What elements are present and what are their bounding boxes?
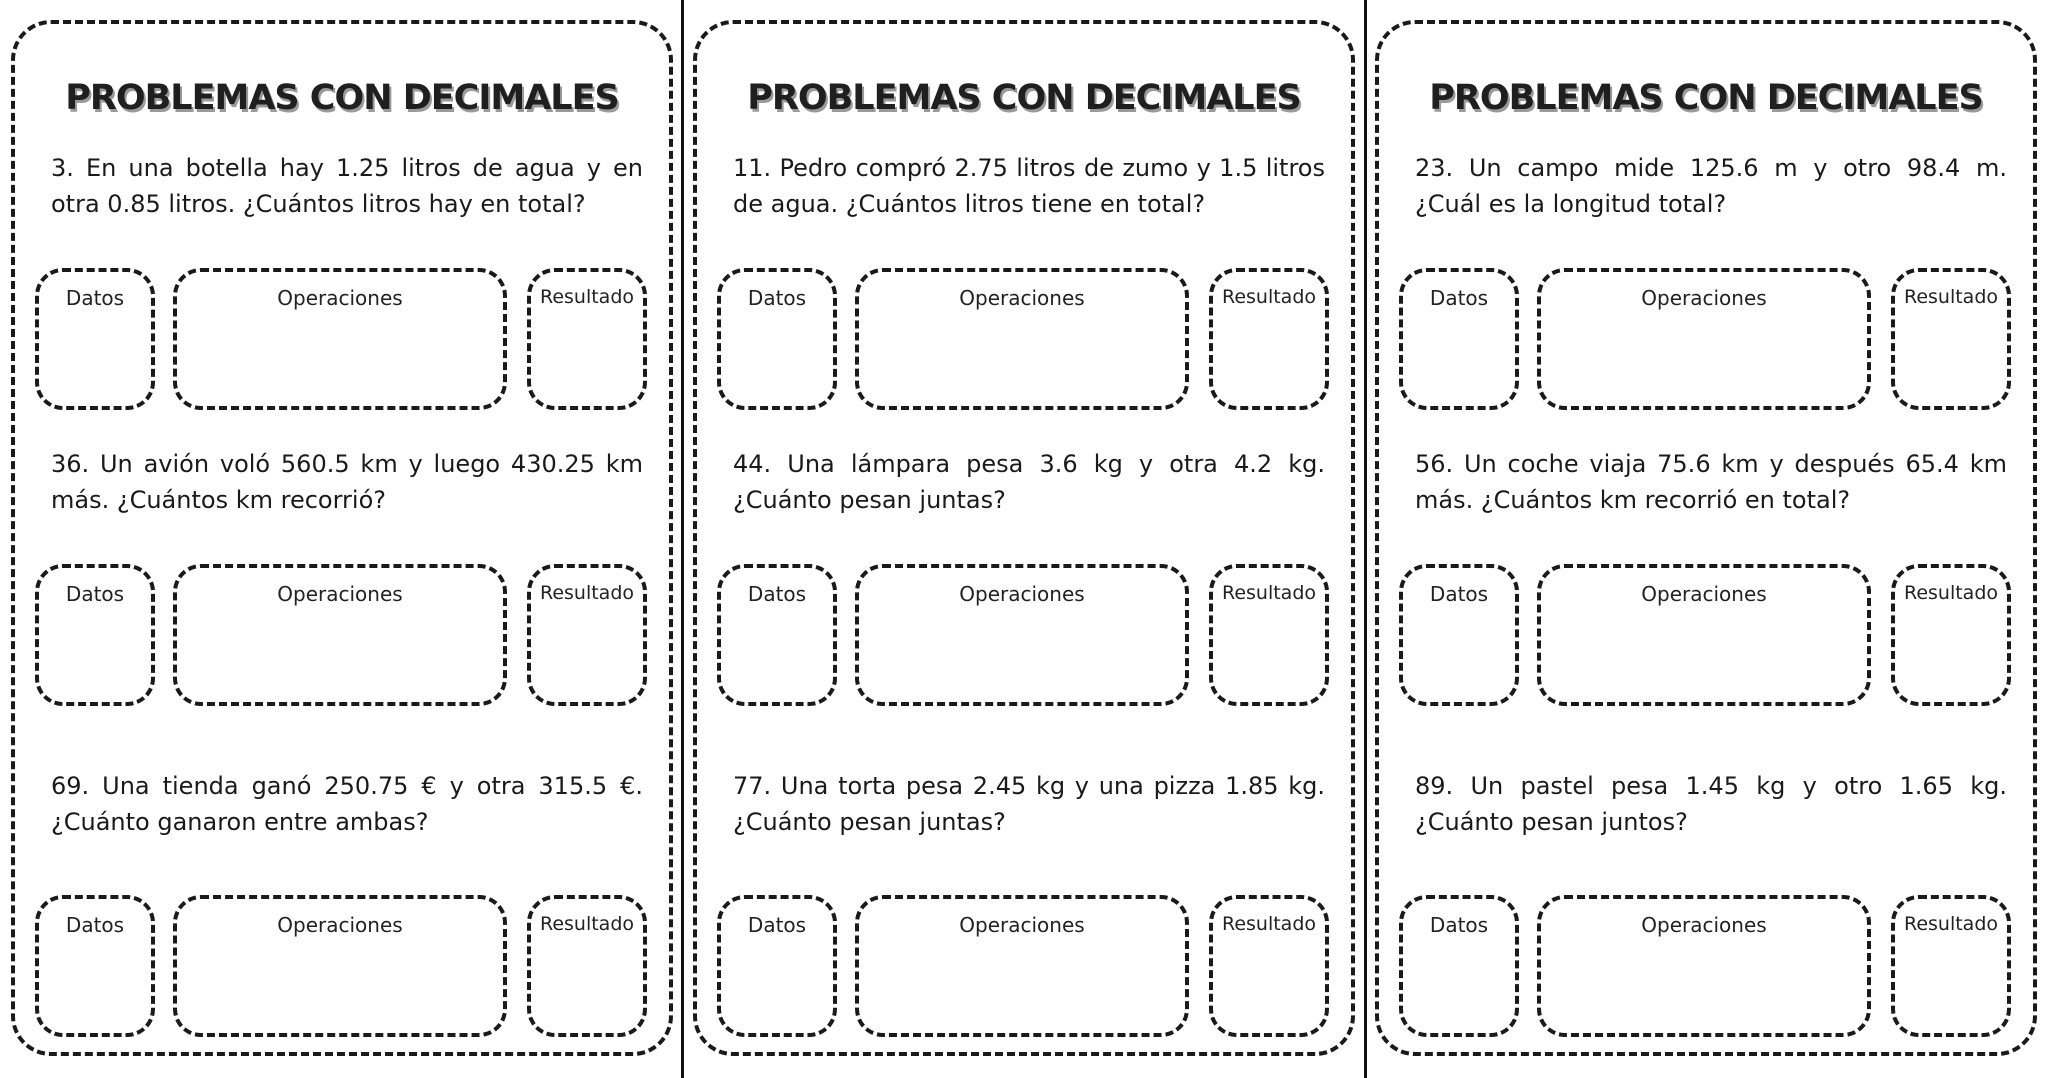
operaciones-label: Operaciones (277, 913, 403, 937)
resultado-box[interactable] (1209, 895, 1329, 1037)
operaciones-label: Operaciones (959, 582, 1085, 606)
resultado-label: Resultado (1221, 913, 1317, 935)
resultado-label: Resultado (1221, 286, 1317, 308)
divider-line (1364, 0, 1367, 1078)
resultado-label: Resultado (539, 582, 635, 604)
operaciones-label: Operaciones (959, 913, 1085, 937)
problem-text: 77. Una torta pesa 2.45 kg y una pizza 1.85 kg. ¿Cuánto pesan juntas? (733, 772, 1325, 836)
worksheet-card (693, 20, 1355, 1056)
datos-label: Datos (65, 582, 125, 606)
resultado-label: Resultado (1221, 582, 1317, 604)
operaciones-box[interactable] (173, 564, 507, 706)
card-title: PROBLEMAS CON DECIMALES (747, 78, 1301, 118)
problem-text: 11. Pedro compró 2.75 litros de zumo y 1.5 litros de agua. ¿Cuántos litros tiene en total? (733, 154, 1325, 218)
operaciones-box[interactable] (1537, 895, 1871, 1037)
resultado-box[interactable] (1891, 564, 2011, 706)
divider-line (681, 0, 684, 1078)
datos-label: Datos (1429, 913, 1489, 937)
datos-label: Datos (747, 286, 807, 310)
resultado-box[interactable] (1209, 268, 1329, 410)
resultado-label: Resultado (539, 286, 635, 308)
problem-text: 56. Un coche viaja 75.6 km y después 65.4 km más. ¿Cuántos km recorrió en total? (1415, 450, 2007, 514)
operaciones-label: Operaciones (1641, 913, 1767, 937)
datos-box[interactable] (717, 564, 837, 706)
operaciones-box[interactable] (173, 895, 507, 1037)
datos-label: Datos (1429, 286, 1489, 310)
resultado-box[interactable] (527, 895, 647, 1037)
card-title: PROBLEMAS CON DECIMALES (1429, 78, 1983, 118)
problem-text: 44. Una lámpara pesa 3.6 kg y otra 4.2 kg. ¿Cuánto pesan juntas? (733, 450, 1325, 514)
resultado-box[interactable] (1209, 564, 1329, 706)
datos-box[interactable] (35, 564, 155, 706)
resultado-label: Resultado (1903, 286, 1999, 308)
resultado-box[interactable] (1891, 895, 2011, 1037)
problem-text: 69. Una tienda ganó 250.75 € y otra 315.5 €. ¿Cuánto ganaron entre ambas? (51, 772, 643, 836)
resultado-label: Resultado (1903, 913, 1999, 935)
problem-text: 3. En una botella hay 1.25 litros de agua y en otra 0.85 litros. ¿Cuántos litros hay en total? (51, 154, 643, 218)
resultado-label: Resultado (539, 913, 635, 935)
operaciones-box[interactable] (173, 268, 507, 410)
datos-box[interactable] (1399, 564, 1519, 706)
datos-box[interactable] (1399, 895, 1519, 1037)
operaciones-label: Operaciones (1641, 286, 1767, 310)
problem-text: 89. Un pastel pesa 1.45 kg y otro 1.65 kg. ¿Cuánto pesan juntos? (1415, 772, 2007, 836)
problem-text: 36. Un avión voló 560.5 km y luego 430.25 km más. ¿Cuántos km recorrió? (51, 450, 643, 514)
datos-label: Datos (747, 582, 807, 606)
worksheet-card (1375, 20, 2037, 1056)
operaciones-label: Operaciones (1641, 582, 1767, 606)
datos-label: Datos (65, 286, 125, 310)
card-title: PROBLEMAS CON DECIMALES (65, 78, 619, 118)
datos-label: Datos (65, 913, 125, 937)
operaciones-box[interactable] (855, 268, 1189, 410)
datos-box[interactable] (35, 895, 155, 1037)
datos-box[interactable] (717, 895, 837, 1037)
operaciones-box[interactable] (855, 895, 1189, 1037)
operaciones-box[interactable] (1537, 564, 1871, 706)
datos-box[interactable] (717, 268, 837, 410)
resultado-label: Resultado (1903, 582, 1999, 604)
datos-box[interactable] (1399, 268, 1519, 410)
datos-label: Datos (747, 913, 807, 937)
problem-text: 23. Un campo mide 125.6 m y otro 98.4 m. ¿Cuál es la longitud total? (1415, 154, 2007, 218)
resultado-box[interactable] (527, 268, 647, 410)
operaciones-box[interactable] (1537, 268, 1871, 410)
operaciones-label: Operaciones (959, 286, 1085, 310)
resultado-box[interactable] (1891, 268, 2011, 410)
datos-box[interactable] (35, 268, 155, 410)
operaciones-label: Operaciones (277, 286, 403, 310)
resultado-box[interactable] (527, 564, 647, 706)
datos-label: Datos (1429, 582, 1489, 606)
worksheet-card (11, 20, 673, 1056)
operaciones-label: Operaciones (277, 582, 403, 606)
operaciones-box[interactable] (855, 564, 1189, 706)
